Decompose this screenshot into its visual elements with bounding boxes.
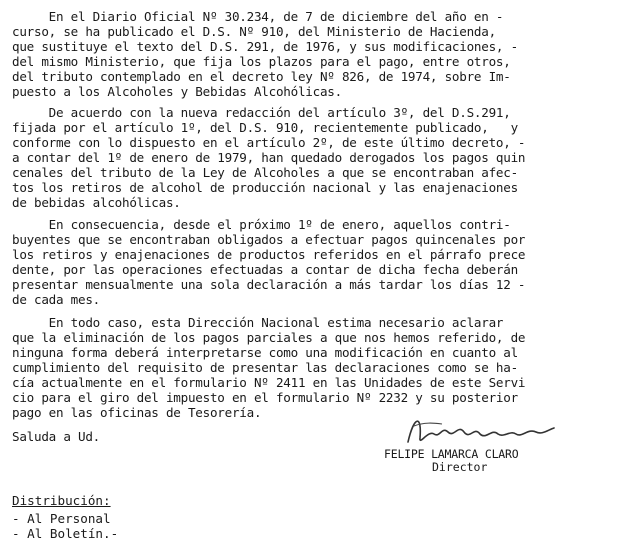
paragraph-3-line: los retiros y enajenaciones de productos referidos en el párrafo prece xyxy=(12,247,526,262)
paragraph-4-line: En todo caso, esta Dirección Nacional estima necesario aclarar xyxy=(12,315,504,330)
salutation: Saluda a Ud. xyxy=(12,429,100,444)
paragraph-4-line: ninguna forma deberá interpretarse como una modificación en cuanto al xyxy=(12,345,518,360)
paragraph-2-line: a contar del 1º de enero de 1979, han quedado derogados los pagos quin xyxy=(12,150,526,165)
paragraph-4-line: que la eliminación de los pagos parciales a que nos hemos referido, de xyxy=(12,330,526,345)
paragraph-1-line: del tributo contemplado en el decreto ley Nº 826, de 1974, sobre Im- xyxy=(12,69,511,84)
paragraph-2-line: cenales del tributo de la Ley de Alcoholes a que se encontraban afec- xyxy=(12,165,518,180)
paragraph-4-line: cio para el giro del impuesto en el formulario Nº 2232 y su posterior xyxy=(12,390,518,405)
paragraph-4-line: pago en las oficinas de Tesorería. xyxy=(12,405,262,420)
paragraph-1-line: En el Diario Oficial Nº 30.234, de 7 de diciembre del año en - xyxy=(12,9,504,24)
handwritten-signature xyxy=(400,408,560,452)
paragraph-3-line: En consecuencia, desde el próximo 1º de enero, aquellos contri- xyxy=(12,217,511,232)
paragraph-2-line: de bebidas alcohólicas. xyxy=(12,195,181,210)
paragraph-4-line: cía actualmente en el formulario Nº 2411 en las Unidades de este Servi xyxy=(12,375,526,390)
signatory-name: FELIPE LAMARCA CLARO xyxy=(384,447,519,461)
paragraph-1-line: del mismo Ministerio, que fija los plazos para el pago, entre otros, xyxy=(12,54,511,69)
distribution-item: - Al Boletín.- xyxy=(12,526,119,541)
paragraph-1-line: puesto a los Alcoholes y Bebidas Alcohólicas. xyxy=(12,84,342,99)
paragraph-2-line: tos los retiros de alcohol de producción nacional y las enajenaciones xyxy=(12,180,518,195)
distribution-item: - Al Personal xyxy=(12,511,111,526)
paragraph-2-line: fijada por el artículo 1º, del D.S. 910, recientemente publicado, y xyxy=(12,120,518,135)
paragraph-2-line: conforme con lo dispuesto en el artículo 2º, de este último decreto, - xyxy=(12,135,526,150)
paragraph-3-line: buyentes que se encontraban obligados a efectuar pagos quincenales por xyxy=(12,232,526,247)
distribution-heading: Distribución: xyxy=(12,493,111,508)
paragraph-1-line: curso, se ha publicado el D.S. Nº 910, del Ministerio de Hacienda, xyxy=(12,24,496,39)
signatory-title: Director xyxy=(432,460,488,474)
paragraph-1-line: que sustituye el texto del D.S. 291, de 1976, y sus modificaciones, - xyxy=(12,39,518,54)
paragraph-2-line: De acuerdo con la nueva redacción del artículo 3º, del D.S.291, xyxy=(12,105,511,120)
paragraph-4-line: cumplimiento del requisito de presentar las declaraciones como se ha- xyxy=(12,360,518,375)
paragraph-3-line: de cada mes. xyxy=(12,292,100,307)
paragraph-3-line: dente, por las operaciones efectuadas a contar de dicha fecha deberán xyxy=(12,262,518,277)
paragraph-3-line: presentar mensualmente una sola declaración a más tardar los días 12 - xyxy=(12,277,526,292)
